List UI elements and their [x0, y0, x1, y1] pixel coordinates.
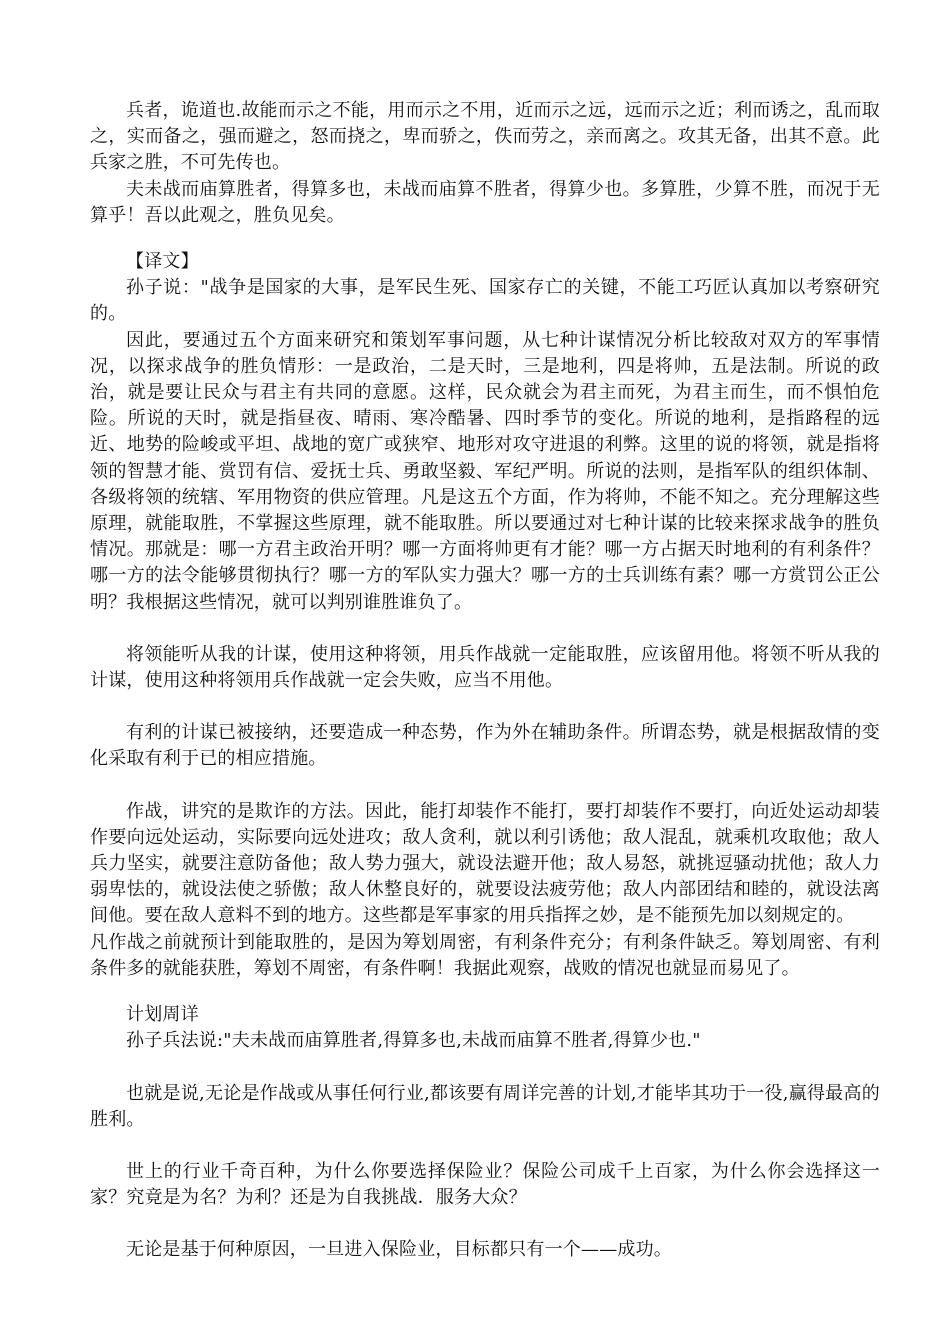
essay-title: 计划周详 — [126, 1004, 199, 1026]
spacer — [90, 1055, 880, 1081]
spacer — [90, 773, 880, 799]
translation-paragraph-4: 有利的计谋已被接纳，还要造成一种态势，作为外在辅助条件。所谓态势，就是根据敌情的变化采取有利于已的相应措施。 — [90, 722, 880, 770]
document-page — [90, 98, 880, 1264]
translation-paragraph-1: 孙子说："战争是国家的大事，是军民生死、国家存亡的关键，不能工巧匠认真加以考察研究的。 — [90, 277, 880, 325]
translation-paragraph-5: 作战，讲究的是欺诈的方法。因此，能打却装作不能打，要打却装作不要打，向近处运动却装作要向远处运动，实际要向远处进攻；敌人贪利，就以利引诱他；敌人混乱，就乘机攻取他；敌人兵力坚实，就要注意防备他；敌人势力强大，就设法避开他；敌人易怒，就挑逗骚动扰他；敌人力弱卑怯的，就设法使之骄傲；敌人休整良好的，就要设法疲劳他；敌人内部团结和睦的，就设法离间他。要在敌人意料不到的地方。这些都是军事家的用兵指挥之妙，是不能预先加以刻规定的。 — [90, 800, 880, 927]
original-paragraph-2: 夫未战而庙算胜者，得算多也，未战而庙算不胜者，得算少也。多算胜，少算不胜，而况于无算乎！吾以此观之，胜负见矣。 — [90, 178, 880, 226]
translation-paragraph-2: 因此，要通过五个方面来研究和策划军事问题，从七种计谋情况分析比较敌对双方的军事情况，以探求战争的胜负情形：一是政治，二是天时，三是地利，四是将帅，五是法制。所说的政治，就是要让民众与君主有共同的意愿。这样，民众就会为君主而死，为君主而生，而不惧怕危险。所说的天时，就是指昼夜、晴雨、寒冷酷暑、四时季节的变化。所说的地利，是指路程的远近、地势的险峻或平坦、战地的宽广或狭窄、地形对攻守进退的利弊。这里的说的将领，就是指将领的智慧才能、赏罚有信、爱抚士兵、勇敢坚毅、军纪严明。所说的法则，是指军队的组织体制、各级将领的统辖、军用物资的供应管理。凡是这五个方面，作为将帅，不能不知之。充分理解这些原理，就能取胜，不掌握这些原理，就不能取胜。所以要通过对七种计谋的比较来探求战争的胜负情况。那就是：哪一方君主政治开明？哪一方面将帅更有才能？哪一方占据天时地利的有利条件？哪一方的法令能够贯彻执行？哪一方的军队实力强大？哪一方的士兵训练有素？哪一方赏罚公正公明？我根据这些情况，就可以判别谁胜谁负了。 — [90, 329, 880, 613]
spacer — [90, 616, 880, 642]
spacer — [90, 1133, 880, 1159]
spacer — [90, 694, 880, 720]
spacer — [90, 982, 880, 1002]
spacer — [90, 229, 880, 249]
translation-paragraph-6: 凡作战之前就预计到能取胜的，是因为筹划周密，有利条件充分；有利条件缺乏。筹划周密、有利条件多的就能获胜，筹划不周密，有条件啊！我据此观察，战败的情况也就显而易见了。 — [90, 931, 880, 979]
original-paragraph-1: 兵者，诡道也.故能而示之不能，用而示之不用，近而示之远，远而示之近；利而诱之，乱而取之，实而备之，强而避之，怒而挠之，卑而骄之，佚而劳之，亲而离之。攻其无备，出其不意。此兵家之胜，不可先传也。 — [90, 100, 880, 174]
translation-paragraph-3: 将领能听从我的计谋，使用这种将领，用兵作战就一定能取胜，应该留用他。将领不听从我的计谋，使用这种将领用兵作战就一定会失败，应当不用他。 — [90, 643, 880, 692]
spacer — [90, 1211, 880, 1237]
translation-heading: 【译文】 — [126, 251, 199, 273]
essay-quote: 孙子兵法说:"夫未战而庙算胜者,得算多也,未战而庙算不胜者,得算少也." — [126, 1030, 701, 1052]
essay-paragraph-1: 也就是说,无论是作战或从事任何行业,都该要有周详完善的计划,才能毕其功于一役,赢得最高的胜利。 — [90, 1082, 880, 1130]
essay-paragraph-2: 世上的行业千奇百种，为什么你要选择保险业？保险公司成千上百家，为什么你会选择这一家？究竟是为名？为利？还是为自我挑战．服务大众？ — [90, 1160, 880, 1209]
essay-paragraph-3: 无论是基于何种原因，一旦进入保险业，目标都只有一个——成功。 — [126, 1239, 672, 1261]
